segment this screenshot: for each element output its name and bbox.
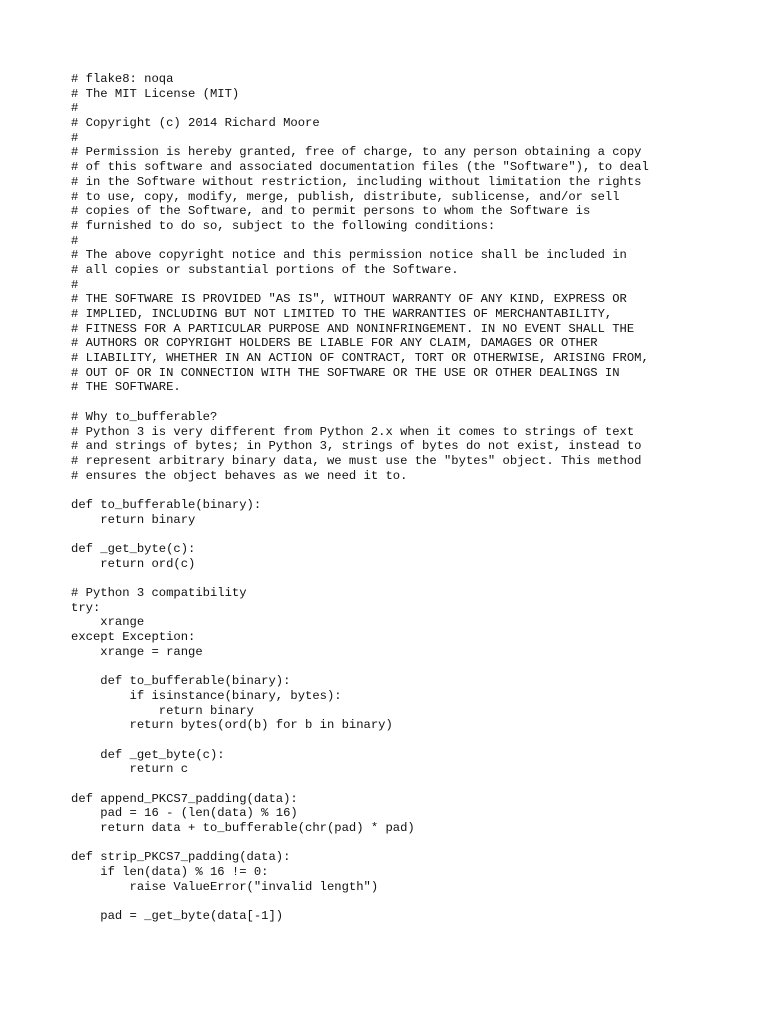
code-line: # Python 3 is very different from Python 2.x when it comes to strings of text: [71, 424, 635, 439]
code-line: #: [71, 277, 79, 292]
code-line: # IMPLIED, INCLUDING BUT NOT LIMITED TO THE WARRANTIES OF MERCHANTABILITY,: [71, 307, 613, 321]
code-line: try:: [71, 600, 101, 615]
code-line: # Copyright (c) 2014 Richard Moore: [71, 116, 320, 131]
code-line: [71, 483, 751, 498]
code-line: # Python 3 compatibility: [71, 586, 247, 601]
code-line: #: [71, 233, 79, 248]
code-line: raise ValueError("invalid length"): [71, 879, 379, 894]
code-line: [71, 895, 751, 910]
code-line: xrange: [71, 615, 145, 630]
code-line: return ord(c): [71, 556, 196, 571]
code-line: [71, 571, 751, 586]
code-line: # AUTHORS OR COPYRIGHT HOLDERS BE LIABLE FOR ANY CLAIM, DAMAGES OR OTHER: [71, 336, 598, 351]
code-line: # of this software and associated documentation files (the "Software"), to deal: [71, 160, 649, 175]
code-line: # all copies or substantial portions of the Software.: [71, 262, 459, 277]
code-line: [71, 527, 751, 542]
code-line: if isinstance(binary, bytes):: [71, 688, 342, 703]
code-line: pad = 16 - (len(data) % 16): [71, 806, 298, 821]
code-line: # OUT OF OR IN CONNECTION WITH THE SOFTWARE OR THE USE OR OTHER DEALINGS IN: [71, 365, 620, 380]
code-line: def _get_byte(c):: [71, 542, 196, 556]
code-line: # THE SOFTWARE IS PROVIDED "AS IS", WITHOUT WARRANTY OF ANY KIND, EXPRESS OR: [71, 292, 627, 307]
code-line: # The MIT License (MIT): [71, 86, 240, 101]
code-line: # Why to_bufferable?: [71, 409, 218, 424]
code-line: return binary: [71, 512, 196, 527]
code-line: def to_bufferable(binary):: [71, 497, 262, 512]
code-line: [71, 733, 751, 748]
code-line: # in the Software without restriction, including without limitation the rights: [71, 174, 642, 189]
code-line: def _get_byte(c):: [71, 747, 225, 762]
code-line: [71, 777, 751, 792]
code-line: return data + to_bufferable(chr(pad) * pad): [71, 821, 415, 836]
code-line: # and strings of bytes; in Python 3, strings of bytes do not exist, instead to: [71, 439, 642, 454]
code-line: [71, 836, 751, 851]
code-line: [71, 395, 751, 410]
code-line: # LIABILITY, WHETHER IN AN ACTION OF CONTRACT, TORT OR OTHERWISE, ARISING FROM,: [71, 351, 649, 366]
code-line: pad = _get_byte(data[-1]): [71, 909, 284, 924]
code-line: # THE SOFTWARE.: [71, 380, 181, 395]
code-line: return binary: [71, 703, 254, 718]
code-line: # FITNESS FOR A PARTICULAR PURPOSE AND NONINFRINGEMENT. IN NO EVENT SHALL THE: [71, 321, 635, 336]
code-line: # to use, copy, modify, merge, publish, distribute, sublicense, and/or sell: [71, 189, 620, 204]
code-line: # The above copyright notice and this permission notice shall be included in: [71, 248, 627, 263]
code-line: # furnished to do so, subject to the following conditions:: [71, 218, 496, 233]
code-line: # Permission is hereby granted, free of charge, to any person obtaining a copy: [71, 145, 642, 160]
code-line: #: [71, 130, 79, 145]
code-line: return c: [71, 762, 189, 777]
code-line: if len(data) % 16 != 0:: [71, 865, 269, 880]
code-line: #: [71, 101, 79, 116]
code-line: except Exception:: [71, 630, 196, 645]
code-line: # represent arbitrary binary data, we must use the "bytes" object. This method: [71, 453, 642, 468]
code-line: xrange = range: [71, 644, 203, 659]
code-line: [71, 660, 751, 675]
code-line: return bytes(ord(b) for b in binary): [71, 718, 393, 733]
code-line: # flake8: noqa: [71, 72, 174, 86]
code-line: # ensures the object behaves as we need it to.: [71, 468, 408, 483]
code-line: def append_PKCS7_padding(data):: [71, 791, 298, 806]
code-line: # copies of the Software, and to permit persons to whom the Software is: [71, 204, 591, 219]
code-line: def to_bufferable(binary):: [71, 674, 291, 689]
code-line: def strip_PKCS7_padding(data):: [71, 850, 291, 865]
source-code-block: [71, 72, 751, 924]
